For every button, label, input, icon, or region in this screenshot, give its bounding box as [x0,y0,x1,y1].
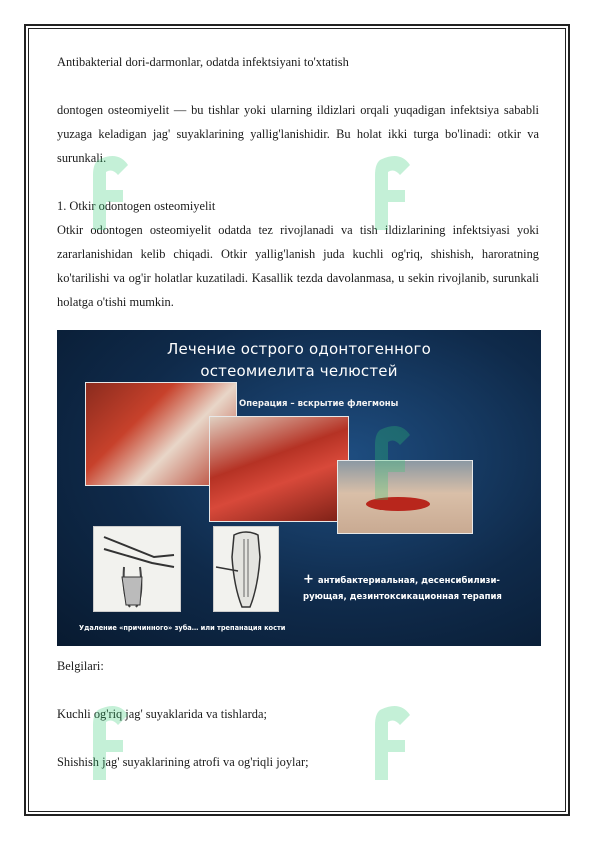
section-title: 1. Otkir odontogen osteomiyelit [57,199,216,213]
figure-title: Лечение острого одонтогенного остеомиелита челюстей [166,340,432,380]
treatment-figure [57,330,541,646]
page-content [57,50,539,774]
sign-item-2: Shishish jag' suyaklarining atrofi va og'riqli joylar; [57,755,309,769]
forceps-sketch [93,526,181,612]
patient-photo [337,460,473,534]
plus-icon: + [303,572,314,587]
figure-subtitle: Операция – вскрытие флегмоны [239,399,399,409]
surgery-photo-2 [209,416,349,522]
figure-caption: Удаление «причинного» зуба… или трепанация кости [79,624,286,632]
therapy-note: + антибактериальная, десенсибилизи- рующая, дезинтоксикационная терапия [303,572,502,602]
signs-title: Belgilari: [57,659,104,673]
intro-paragraph: dontogen osteomiyelit — bu tishlar yoki ularning ildizlari orqali yuqadigan infektsiya sababli yuzaga keladigan jag' suyaklarining yallig'lanishidir. Bu holat ikki turga bo'linadi: otkir va surunkali. [57,103,539,165]
sign-item-1: Kuchli og'riq jag' suyaklarida va tishlarda; [57,707,267,721]
document-heading: Antibakterial dori-darmonlar, odatda infektsiyani to'xtatish [57,55,349,69]
tooth-trepanation-sketch [213,526,279,612]
section-paragraph: Otkir odontogen osteomiyelit odatda tez rivojlanadi va tish ildizlarining infektsiyasi yoki zararlanishidan kelib chiqadi. Otkir yallig'lanish juda kuchli og'riq, shishish, haroratning ko'tarilishi va og'ir holatlar kuzatiladi. Kasallik tezda davolanmasa, u sekin rivojlanib, surunkali holatga o'tishi mumkin. [57,223,539,309]
